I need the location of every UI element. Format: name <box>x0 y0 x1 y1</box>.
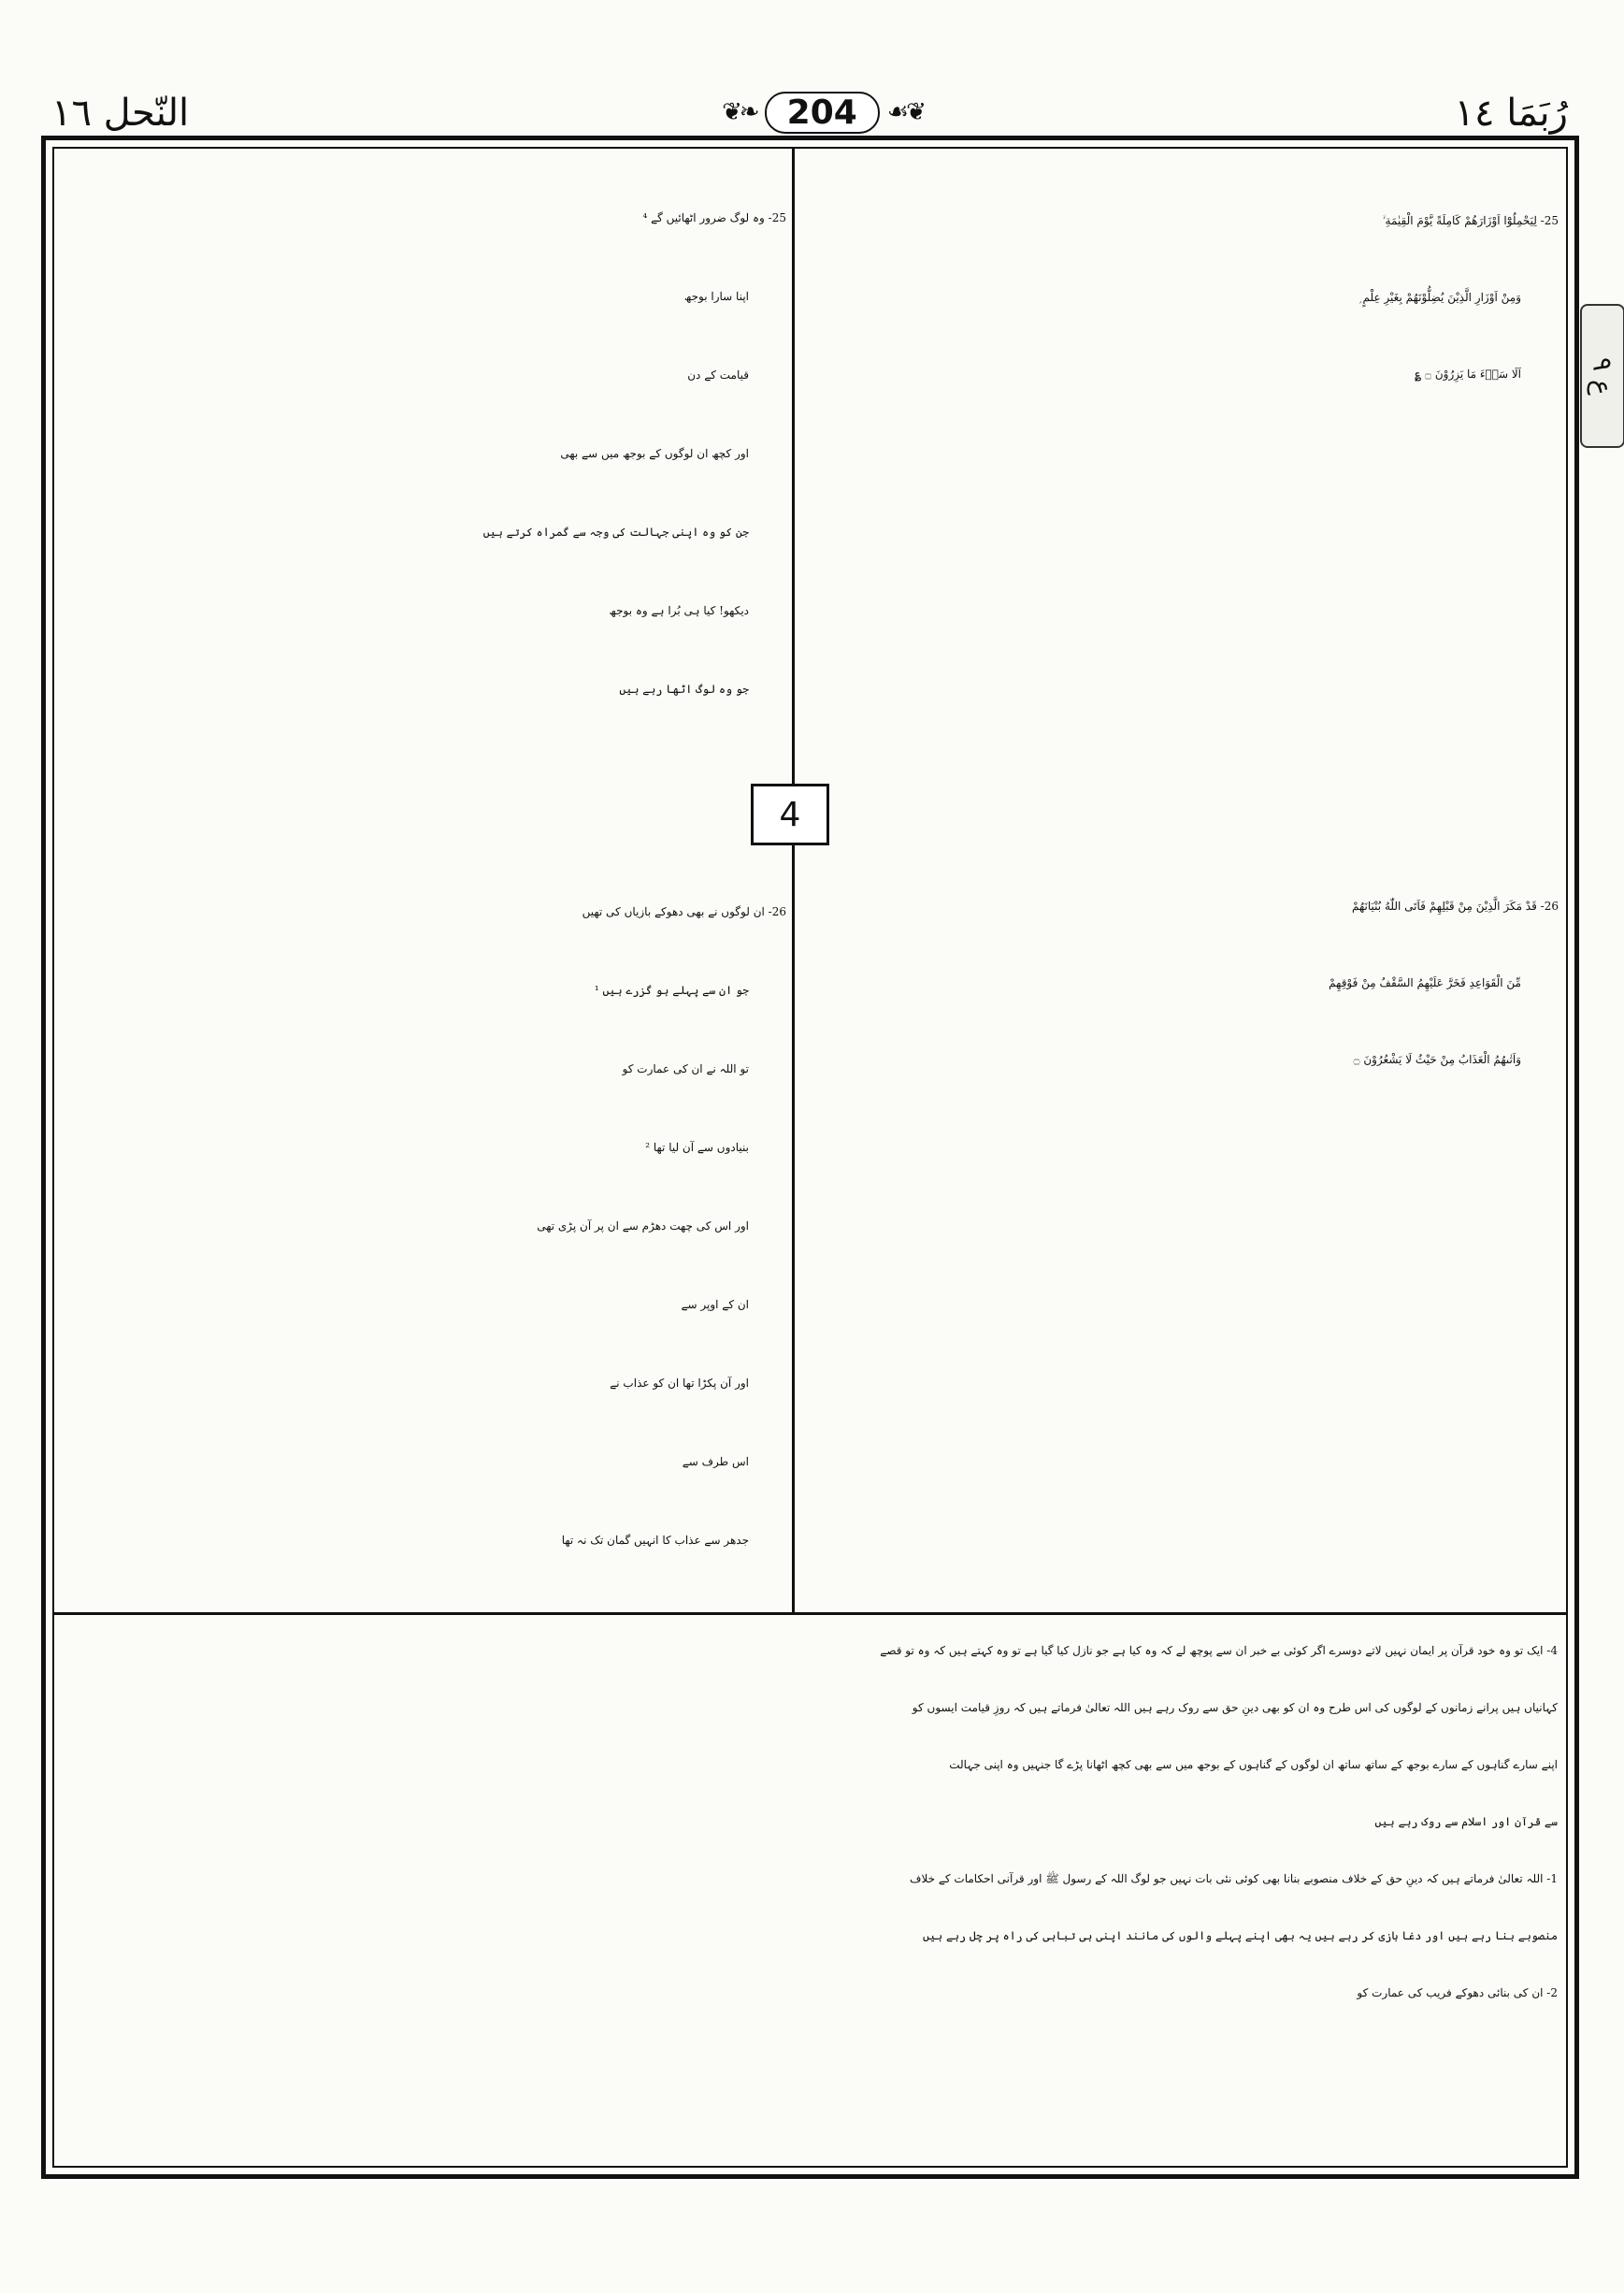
footnote-line: منصوبے بنا رہے ہیں اور دغا بازی کر رہے ہیں یہ بھی اپنے پہلے والوں کی مانند اپنی ہی تباہی کی راہ پر چل رہے ہیں <box>923 1929 1558 1942</box>
footnote-divider <box>52 1612 1568 1615</box>
urdu-line: اپنا سارا بوجھ <box>684 290 749 303</box>
verse-26-urdu <box>62 872 786 1579</box>
surah-name: النّحل ١٦ <box>51 92 190 135</box>
page-number: 204 <box>765 92 880 134</box>
footnote-line: 2- ان کی بنائی دھوکے فریب کی عمارت کو <box>1357 1986 1558 1999</box>
urdu-line: دیکھو! کیا ہی بُرا ہے وہ بوجھ <box>609 604 749 617</box>
ruku-side-marker: ع ٩ <box>1580 304 1624 448</box>
urdu-line: اور کچھ ان لوگوں کے بوجھ میں سے بھی <box>560 447 749 460</box>
urdu-line: ان کے اوپر سے <box>681 1298 749 1311</box>
ruku-marker: 4 <box>751 784 829 845</box>
urdu-line: جدھر سے عذاب کا انہیں گمان تک نہ تھا <box>561 1534 749 1547</box>
verse-26-arabic <box>806 868 1559 1098</box>
verse-25-urdu <box>62 179 786 728</box>
urdu-line: جو وہ لوگ اٹھا رہے ہیں <box>619 683 749 696</box>
ornament-right-icon: ☙❦ <box>886 98 924 126</box>
column-divider <box>792 147 795 1612</box>
page-number-ornament <box>722 89 924 136</box>
footnotes <box>62 1622 1558 2022</box>
urdu-line: جو ان سے پہلے ہو گزرے ہیں ¹ <box>594 984 749 997</box>
ornament-left-icon: ❦❧ <box>722 98 757 126</box>
arabic-line: وَاَتٰىهُمُ الْعَذَابُ مِنْ حَيْثُ لَا يَشْعُرُوْنَ ۝ <box>1353 1053 1521 1066</box>
urdu-line: قیامت کے دن <box>687 368 749 382</box>
arabic-line: 26- قَدْ مَكَرَ الَّذِيْنَ مِنْ قَبْلِهِمْ فَاَتَى اللّٰهُ بُنْيَانَهُمْ <box>1352 900 1559 913</box>
arabic-line: مِّنَ الْقَوَاعِدِ فَخَرَّ عَلَيْهِمُ السَّقْفُ مِنْ فَوْقِهِمْ <box>1329 976 1521 989</box>
urdu-line: اور آن پکڑا تھا ان کو عذاب نے <box>610 1377 749 1390</box>
urdu-line: 25- وہ لوگ ضرور اٹھائیں گے ⁴ <box>642 211 786 224</box>
urdu-line: اس طرف سے <box>682 1455 749 1468</box>
urdu-line: جن کو وہ اپنی جہالت کی وجہ سے گمراہ کرتے ہیں <box>482 526 749 539</box>
urdu-line: 26- ان لوگوں نے بھی دھوکے بازیاں کی تھیں <box>582 905 786 918</box>
footnote-line: 1- اللہ تعالیٰ فرماتے ہیں کہ دینِ حق کے خلاف منصوبے بنانا بھی کوئی نئی بات نہیں جو لوگ اللہ کے رسول ﷺ اور قرآنی احکامات کے خلاف <box>910 1872 1558 1885</box>
footnote-line: سے قرآن اور اسلام سے روک رہے ہیں <box>1374 1815 1558 1828</box>
verse-25-arabic <box>806 182 1559 412</box>
footnote-line: اپنے سارے گناہوں کے سارے بوجھ کے ساتھ ساتھ ان لوگوں کے گناہوں کے بوجھ میں سے بھی کچھ اٹھانا پڑے گا جنہیں وہ اپنی جہالت <box>949 1758 1558 1771</box>
urdu-line: بنیادوں سے آن لیا تھا ² <box>645 1141 749 1154</box>
urdu-line: اور اس کی چھت دھڑم سے ان پر آن پڑی تھی <box>537 1219 749 1233</box>
footnote-line: 4- ایک تو وہ خود قرآن پر ایمان نہیں لاتے دوسرے اگر کوئی بے خبر ان سے پوچھ لے کہ وہ کیا ہے جو نازل کیا گیا ہے تو وہ کہتے ہیں کہ وہ تو قصے <box>880 1644 1558 1657</box>
arabic-line: وَمِنْ اَوْزَارِ الَّذِيْنَ يُضِلُّوْنَهُمْ بِغَيْرِ عِلْمٍ ۭ <box>1359 291 1521 304</box>
juz-name: رُبَمَا ١٤ <box>1454 92 1568 135</box>
arabic-line: 25- لِيَحْمِلُوْٓا اَوْزَارَهُمْ كَامِلَةً يَّوْمَ الْقِيٰمَةِ ۙ <box>1382 214 1559 227</box>
footnote-line: کہانیاں ہیں پرانے زمانوں کے لوگوں کی اس طرح وہ ان کو بھی دینِ حق سے روک رہے ہیں اللہ تعالیٰ فرماتے ہیں کہ روزِ قیامت ایسوں کو <box>912 1701 1558 1714</box>
urdu-line: تو اللہ نے ان کی عمارت کو <box>622 1062 749 1075</box>
arabic-line: اَلَا سَاۗءَ مَا يَزِرُوْنَ ۝ ؏ <box>1415 368 1521 381</box>
